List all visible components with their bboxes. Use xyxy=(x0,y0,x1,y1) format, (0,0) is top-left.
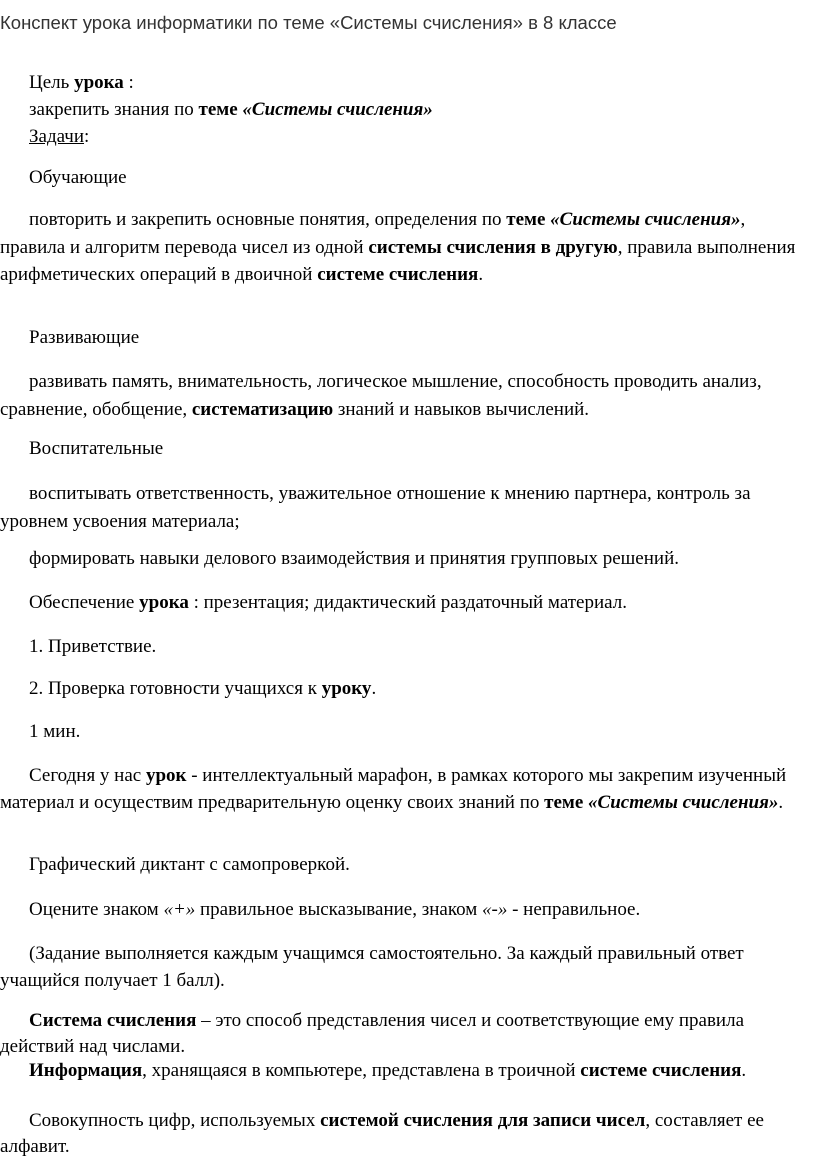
step-time: 1 мин. xyxy=(29,721,81,742)
dictation-heading: Графический диктант с самопроверкой. xyxy=(29,854,350,875)
statement-1: Система счисления – это способ представления чисел и соответствующие ему правила действий над числами. xyxy=(0,1010,745,1057)
developing-heading: Развивающие xyxy=(29,327,140,348)
dictation-note: (Задание выполняется каждым учащимся самостоятельно. За каждый правильный ответ учащийся получает 1 балл). xyxy=(0,943,744,991)
educational-goals: повторить и закрепить основные понятия, определения по теме «Системы счисления», правила и алгоритм перевода чисел из одной системы счисления в другую, правила выполнения арифметических операций в двоичной системе счисления. xyxy=(0,209,796,285)
statement-2: Информация, хранящаяся в компьютере, представлена в троичной системе счисления. xyxy=(29,1060,747,1081)
educational-heading: Обучающие xyxy=(29,167,127,188)
upbringing-goal-1: воспитывать ответственность, уважительное отношение к мнению партнера, контроль за уровнем усвоения материала; xyxy=(0,483,751,532)
developing-goals: развивать память, внимательность, логическое мышление, способность проводить анализ, сравнение, обобщение, систематизацию знаний и навыков вычислений. xyxy=(0,371,762,420)
step-readiness: 2. Проверка готовности учащихся к уроку. xyxy=(29,678,377,699)
statement-3: Совокупность цифр, используемых системой счисления для записи чисел, составляет ее алфавит. xyxy=(0,1110,764,1157)
upbringing-heading: Воспитательные xyxy=(29,438,164,459)
goal-text: закрепить знания по теме «Системы счисления» xyxy=(29,99,433,120)
upbringing-goal-2: формировать навыки делового взаимодействия и принятия групповых решений. xyxy=(29,548,679,569)
document-title: Конспект урока информатики по теме «Системы счисления» в 8 классе xyxy=(0,12,617,33)
dictation-instruction: Оцените знаком «+» правильное высказывание, знаком «-» - неправильное. xyxy=(29,899,641,920)
equipment-line: Обеспечение урока : презентация; дидактический раздаточный материал. xyxy=(29,592,627,613)
goal-label: Цель урока : xyxy=(29,72,134,93)
intro-paragraph: Сегодня у нас урок - интеллектуальный марафон, в рамках которого мы закрепим изученный материал и осуществим предварительную оценку своих знаний по теме «Системы счисления». xyxy=(0,765,787,813)
step-greeting: 1. Приветствие. xyxy=(29,636,157,657)
tasks-label: Задачи: xyxy=(29,126,90,147)
